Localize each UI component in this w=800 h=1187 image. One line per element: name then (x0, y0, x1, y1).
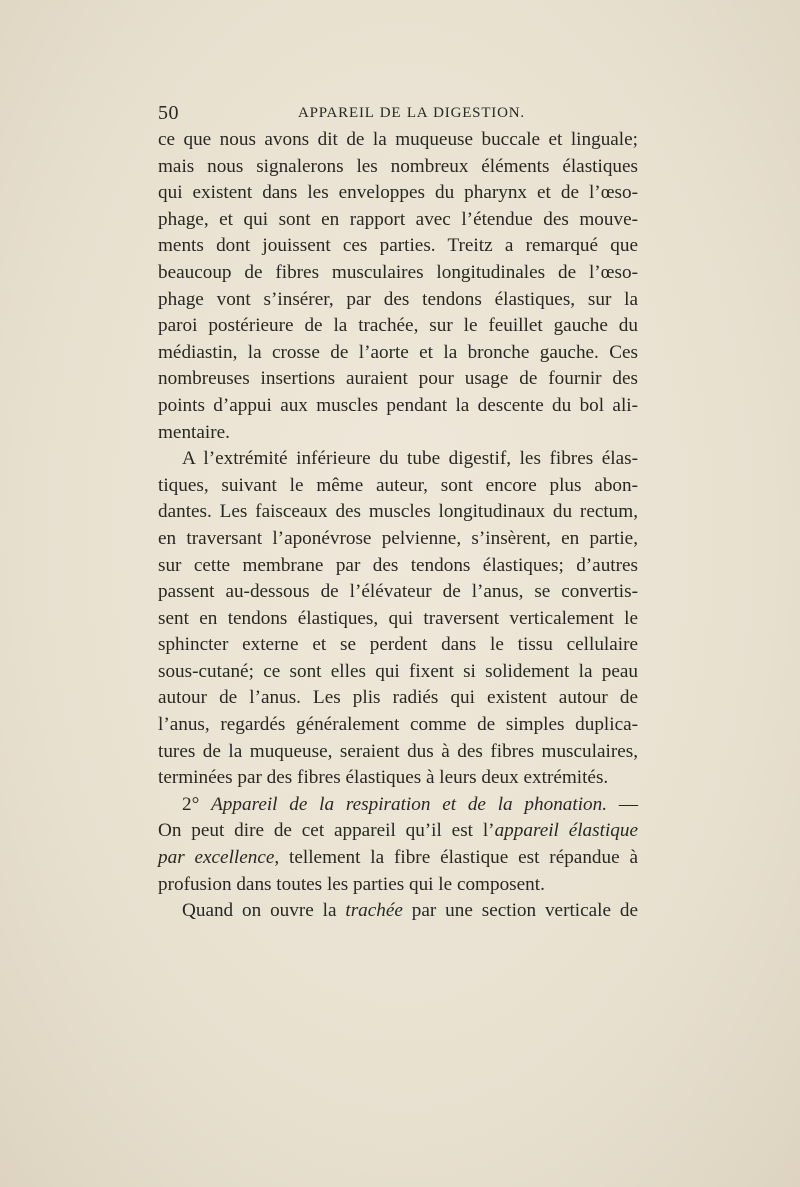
text-span: On peut dire de cet appareil qu’il est l’ (158, 820, 495, 842)
text-line: dantes. Les faisceaux des muscles longitudinaux du rectum, (158, 501, 638, 523)
text-line: beaucoup de fibres musculaires longitudinales de l’œso- (158, 261, 638, 283)
page-header (158, 100, 638, 126)
text-line: l’anus, regardés généralement comme de simples duplica- (158, 714, 638, 736)
italic-term: appareil élastique (494, 820, 638, 842)
text-line: tiques, suivant le même auteur, sont encore plus abon- (158, 474, 638, 496)
section-number: 2° (182, 793, 200, 815)
text-line: ce que nous avons dit de la muqueuse buccale et linguale; (158, 129, 638, 150)
text-span: Quand on ouvre la (182, 900, 346, 922)
text-line: terminées par des fibres élastiques à leurs deux extrémités. (158, 767, 609, 789)
text-line (158, 845, 638, 872)
text-span: , tellement la fibre élastique est répandue à (274, 847, 638, 869)
paragraph-2 (158, 446, 638, 792)
section-heading-line (158, 792, 638, 819)
text-line: sous-cutané; ce sont elles qui fixent si solidement la peau (158, 660, 638, 682)
section-dash: — (618, 793, 639, 815)
text-line: médiastin, la crosse de l’aorte et la bronche gauche. Ces (158, 341, 638, 363)
text-line: tures de la muqueuse, seraient dus à des fibres musculaires, (158, 740, 638, 762)
text-line: phage, et qui sont en rapport avec l’étendue des mouve- (158, 208, 638, 230)
italic-term: trachée (345, 900, 403, 922)
text-line: autour de l’anus. Les plis radiés qui existent autour de (158, 687, 638, 709)
text-line (158, 818, 638, 845)
text-line: phage vont s’insérer, par des tendons élastiques, sur la (158, 288, 638, 310)
text-line: mais nous signalerons les nombreux éléments élastiques (158, 155, 638, 177)
text-line: en traversant l’aponévrose pelvienne, s’insèrent, en partie, (158, 527, 638, 549)
section-2-paragraph (158, 792, 638, 898)
italic-term: par excellence (158, 847, 275, 869)
text-line: paroi postérieure de la trachée, sur le feuillet gauche du (158, 315, 638, 337)
text-line: mentaire. (158, 421, 230, 443)
text-line: sphincter externe et se perdent dans le tissu cellulaire (158, 634, 638, 656)
text-line: A l’extrémité inférieure du tube digestif, les fibres élas- (182, 448, 638, 470)
text-line: nombreuses insertions auraient pour usage de fournir des (158, 368, 638, 390)
text-line: points d’appui aux muscles pendant la descente du bol ali- (158, 394, 638, 416)
text-line: sent en tendons élastiques, qui traversent verticalement le (158, 607, 638, 629)
paragraph-last (158, 898, 638, 925)
text-span: par une section verticale de (402, 900, 638, 922)
page-number: 50 (158, 102, 179, 124)
text-line: qui existent dans les enveloppes du pharynx et de l’œso- (158, 182, 638, 204)
body-text (158, 127, 638, 925)
text-line: passent au-dessous de l’élévateur de l’anus, se convertis- (158, 581, 638, 603)
text-line (158, 898, 638, 925)
text-line: sur cette membrane par des tendons élastiques; d’autres (158, 554, 638, 576)
paragraph-1 (158, 127, 638, 446)
text-line: profusion dans toutes les parties qui le composent. (158, 873, 545, 895)
running-title: APPAREIL DE LA DIGESTION. (298, 105, 525, 121)
text-line: ments dont jouissent ces parties. Treitz a remarqué que (158, 235, 638, 257)
section-heading: Appareil de la respiration et de la phonation. (211, 793, 608, 815)
